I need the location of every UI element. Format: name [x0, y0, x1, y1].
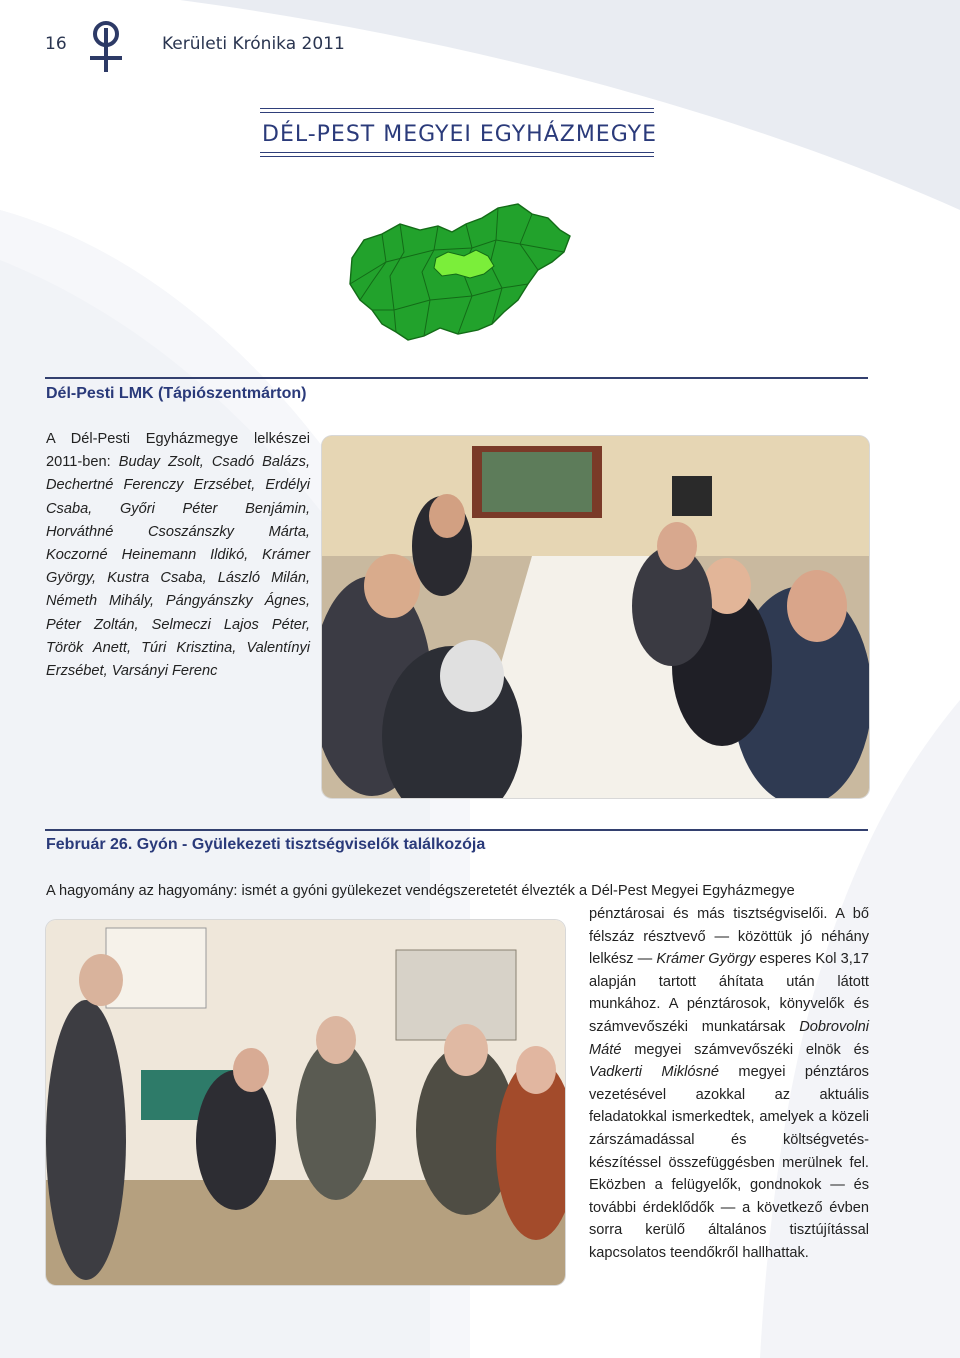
title-rule-top-2	[260, 112, 654, 113]
article2-p3: megyei számvevőszéki elnök és	[634, 1041, 869, 1058]
article2-name-dobrovolni: Dobrovolni Máté	[589, 1018, 869, 1058]
title-rule-top	[260, 108, 654, 109]
running-title: Kerületi Krónika 2011	[162, 34, 345, 54]
article2-body	[589, 903, 869, 1265]
meeting-photo	[322, 436, 869, 798]
gathering-photo	[46, 920, 565, 1285]
article2-heading: Február 26. Gyón - Gyülekezeti tisztségviselők találkozója	[46, 836, 486, 853]
article2-name-kramer: Krámer György	[656, 951, 756, 968]
lutheran-rose-icon	[82, 18, 130, 74]
hungary-map-icon	[342, 200, 572, 345]
article1-heading: Dél-Pesti LMK (Tápiószentmárton)	[46, 385, 307, 402]
article1-body	[46, 428, 310, 683]
article2-p2: esperes Kol 3,17 alapján tartott áhítata után látott munkához. A pénztárosok, könyvelők és számvevőszéki munkatársak	[589, 951, 869, 1035]
article2-p4: megyei pénztáros vezetésével azokkal az aktuális feladatokkal ismerkedtek, amelyek a közeli zárszámadással és költségvetés-készítéssel összefüggésben merülnek fel. Eközben a felügyelők, gondnokok — és további érdeklődők — a következő évben sorra kerülő általános tisztújítással kapcsolatos teendőkről hallhattak.	[589, 1064, 869, 1261]
article2-lead: A hagyomány az hagyomány: ismét a gyóni gyülekezet vendégszeretetét élvezték a Dél-Pest Megyei Egyházmegye	[46, 883, 795, 899]
section-title: DÉL-PEST MEGYEI EGYHÁZMEGYE	[262, 122, 657, 147]
article1-names: Buday Zsolt, Csadó Balázs, Dechertné Ferenczy Erzsébet, Erdélyi Csaba, Győri Péter Benjámin, Horváthné Csoszánszky Márta, Koczorné Heinemann Ildikó, Krámer György, Kustra Csaba, László Milán, Németh Mihály, Pángyánszky Ágnes, Péter Zoltán, Selmeczi Lajos Péter, Török Anett, Túri Krisztina, Valentínyi Erzsébet, Varsányi Ferenc	[46, 454, 310, 680]
page-header	[0, 0, 960, 90]
title-rule-bottom	[260, 152, 654, 153]
article1-intro: A Dél-Pesti Egyházmegye lelkészei 2011-ben:	[46, 431, 310, 471]
section-rule-2	[45, 829, 868, 831]
article2-p1: pénztárosai és más tisztségviselői. A bő félszáz résztvevő — közöttük jó néhány lelkész —	[589, 906, 869, 968]
section-rule-1	[45, 377, 868, 379]
section-title-block	[260, 108, 657, 156]
title-rule-bottom-2	[260, 156, 654, 157]
page-number: 16	[45, 34, 67, 54]
article2-name-vadkerti: Vadkerti Miklósné	[589, 1064, 719, 1081]
